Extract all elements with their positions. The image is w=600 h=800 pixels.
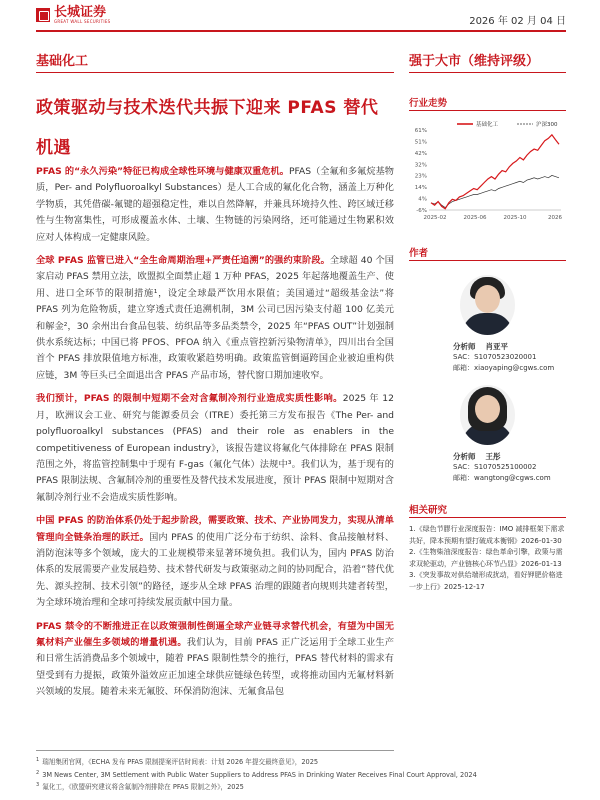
paragraph-lead: 我们预计，PFAS 的限制中短期不会对含氟制冷剂行业造成实质性影响。 bbox=[36, 393, 343, 405]
trend-chart-svg bbox=[409, 118, 566, 228]
paragraph-lead: 中国 PFAS 的防治体系仍处于起步阶段，需要政策、技术、产业协同发力，实现从清单管理向全链条治理的跃迁。 bbox=[36, 515, 394, 543]
paragraph bbox=[36, 391, 394, 506]
y-tick-label: 23% bbox=[414, 173, 427, 180]
analyst-name-line bbox=[409, 451, 566, 462]
paragraph-lead: PFAS 的“永久污染”特征已构成全球性环境与健康双重危机。 bbox=[36, 166, 289, 177]
paragraph bbox=[36, 253, 394, 384]
main-body bbox=[36, 164, 394, 701]
footnote-text: 瑞旭集团官网，《ECHA 发布 PFAS 限制提案评估时间表：计划 2026 年提交最终意见》，2025 bbox=[42, 758, 319, 767]
series-line-chemicals bbox=[431, 135, 559, 209]
footnote-number: 2 bbox=[36, 769, 40, 776]
author-heading: 作者 bbox=[409, 248, 429, 259]
brand-logo bbox=[36, 6, 110, 24]
analyst-sac: SAC：S1070523020001 bbox=[453, 353, 537, 361]
y-tick-label: 14% bbox=[414, 185, 427, 192]
footnote bbox=[36, 780, 394, 793]
related-research-item[interactable]: 2.《生物柴油深度报告：绿色革命引擎，政策与需求双轮驱动，产业链核心环节凸显》2026-01-13 bbox=[409, 548, 563, 568]
y-tick-label: -6% bbox=[416, 208, 427, 214]
footnote bbox=[36, 755, 394, 768]
paragraph bbox=[36, 513, 394, 611]
paragraph-lead: PFAS 禁令的不断推进正在以政策强制性倒逼全球产业链寻求替代机会，有望为中国无氟材料产业催生多领域的增量机遇。 bbox=[36, 620, 394, 648]
main-column-divider bbox=[36, 72, 394, 73]
footnotes bbox=[36, 750, 477, 793]
logo-icon bbox=[36, 8, 50, 22]
paragraph-text: 全球超 40 个国家启动 PFAS 禁用立法，欧盟拟全面禁止超 1 万种 PFAS，2025 年起落地覆盖生产、使用、进口全环节的限制措施¹，设定全球最严饮用水限值；美国通过“超级基金法”将 PFAS 列为危险物质，建立穿透式责任追溯机制，3M 公司已因污染支付超 100 亿美元和解金²，30 余州出台食品包装、纺织品等多品类禁令，2025 年“PFAS OUT”计划强制供水系统达标；中国已将 PFOS、PFOA 纳入《重点管控新污染物清单》，四川出台全国首个 PFAS 排放限值地方标准，政策收紧趋势明确。政策监管倒逼跨国企业被迫重构供应链，3M 等巨头已全面退出含 PFAS 产品市场，替代窗口期加速收窄。 bbox=[36, 255, 394, 381]
x-tick-label: 2025-02 bbox=[423, 215, 447, 221]
industry-trend-chart bbox=[409, 118, 566, 228]
report-date: 2026 年 02 月 04 日 bbox=[469, 16, 566, 27]
paragraph bbox=[36, 164, 394, 246]
avatar bbox=[460, 385, 515, 445]
rating-label: 强于大市（维持评级） bbox=[409, 54, 540, 69]
analyst-title: 分析师 bbox=[453, 452, 476, 461]
paragraph-text: PFAS（全氟和多氟烷基物质，Per- and Polyfluoroalkyl Substances）是人工合成的氟化化合物，涵盖上万种化学物质，其凭借碳-氟键的超强稳定性，难以自然降解，并兼具环境持久性、跨区域迁移性与生物富集性，可形成覆盖水体、土壤、生物链的污染网络，还可能通过生物累积效应对人体构成一定健康风险。 bbox=[36, 166, 394, 243]
footnote-number: 1 bbox=[36, 757, 40, 763]
paragraph-text: 2025 年 12 月，欧洲议会工业、研究与能源委员会（ITRE）委托第三方发布报告《The Per- and polyfluoroalkyl substances (PFAS) and their role as enablers in the competitiveness of European industry》，该报告建议将氟化气体排除在 PFAS 限制范围之外，将监管控制集中于现有 F-gas（氟化气体）法规中³。我们认为，基于现有的 PFAS 限制法规、含氟制冷剂的重要性及替代技术发展进度，预计 PFAS 限制中短期对含氟制冷剂行业不会造成实质性影响。 bbox=[36, 393, 394, 503]
analyst-name: 王彤 bbox=[485, 452, 501, 461]
footnote-text: 3M News Center, 3M Settlement with Public Water Suppliers to Address PFAS in Drinking Water Receives Final Court Approval, 2024 bbox=[42, 770, 477, 779]
author-heading-rule bbox=[409, 260, 566, 261]
analyst-title: 分析师 bbox=[453, 342, 476, 351]
analyst-card bbox=[409, 275, 566, 374]
paragraph bbox=[36, 619, 394, 701]
related-research-list bbox=[409, 524, 566, 593]
logo-english-name: GREAT WALL SECURITIES bbox=[54, 19, 111, 24]
related-heading: 相关研究 bbox=[409, 505, 448, 516]
analyst-sac: SAC：S1070525100002 bbox=[453, 463, 537, 471]
trend-heading: 行业走势 bbox=[409, 98, 448, 109]
paragraph-text: 国内 PFAS 的使用广泛分布于纺织、涂料、食品接触材料、消防泡沫等多个领域，庞大的工业规模带来显著环境负担。我们认为，国内 PFAS 防治体系的发展需要产业发展趋势、技术替代研发与政策驱动之间的协同配合，沿着“替代优先、源头控制、技术引领”的路径，逐步从全球 PFAS 治理的跟随者向规则共建者转型，为全球环境治理和全球可持续发展贡献中国力量。 bbox=[36, 531, 395, 609]
x-tick-label: 2025-06 bbox=[463, 215, 487, 221]
y-tick-label: 4% bbox=[418, 196, 427, 203]
related-heading-rule bbox=[409, 517, 566, 518]
series-line-hs300 bbox=[431, 175, 559, 207]
report-header bbox=[0, 0, 600, 30]
y-tick-label: 32% bbox=[414, 162, 427, 169]
analyst-name: 肖亚平 bbox=[485, 342, 508, 351]
analyst-email[interactable]: 邮箱：wangtong@cgws.com bbox=[453, 474, 551, 482]
paragraph-lead: 全球 PFAS 监管已进入“全生命周期治理+严责任追溯”的强约束阶段。 bbox=[36, 255, 330, 267]
logo-chinese-name: 长城证券 bbox=[54, 5, 107, 20]
report-title: 政策驱动与技术迭代共振下迎来 PFAS 替代机遇 bbox=[36, 98, 379, 158]
header-divider bbox=[36, 30, 566, 32]
footnote-number: 3 bbox=[36, 782, 40, 789]
analyst-name-line bbox=[409, 341, 566, 352]
avatar bbox=[460, 275, 515, 335]
analyst-card bbox=[409, 385, 566, 484]
x-tick-label: 2026 bbox=[548, 215, 562, 221]
related-research-item[interactable]: 3.《突发事故对供给端形成扰动，看好钾肥价格进一步上行》2025-12-17 bbox=[409, 571, 563, 591]
y-tick-label: 61% bbox=[414, 128, 427, 134]
trend-heading-rule bbox=[409, 110, 566, 111]
paragraph-text: 我们认为，目前 PFAS 正广泛运用于全球工业生产和日常生活消费品多个领域中，随着 PFAS 限制性禁令的推行，PFAS 替代材料的需求有望受到有力提振，政策外溢效应正加速全球供应链绿色转型，或将推动国内无氟材料新兴领域的发展。随着未来无氟胶、环保消防泡沫、无氟食品包 bbox=[36, 636, 395, 698]
y-tick-label: 42% bbox=[414, 150, 427, 157]
y-tick-label: 51% bbox=[414, 139, 427, 146]
legend-label: 沪深300 bbox=[536, 122, 558, 128]
analyst-email[interactable]: 邮箱：xiaoyaping@cgws.com bbox=[453, 364, 555, 372]
footnote-text: 氟化工，《欧盟研究建议将含氟制冷剂排除在 PFAS 限制之外》，2025 bbox=[42, 783, 244, 792]
related-research-item[interactable]: 1.《绿色节膠行业深度报告：IMO 减排框架下需求共好，降本预期有望打破成本衡钢》2026-01-30 bbox=[409, 525, 565, 545]
footnote bbox=[36, 768, 477, 781]
sidebar-divider bbox=[409, 72, 566, 73]
legend-label: 基础化工 bbox=[476, 122, 499, 128]
industry-label: 基础化工 bbox=[36, 54, 89, 69]
x-tick-label: 2025-10 bbox=[503, 215, 527, 221]
